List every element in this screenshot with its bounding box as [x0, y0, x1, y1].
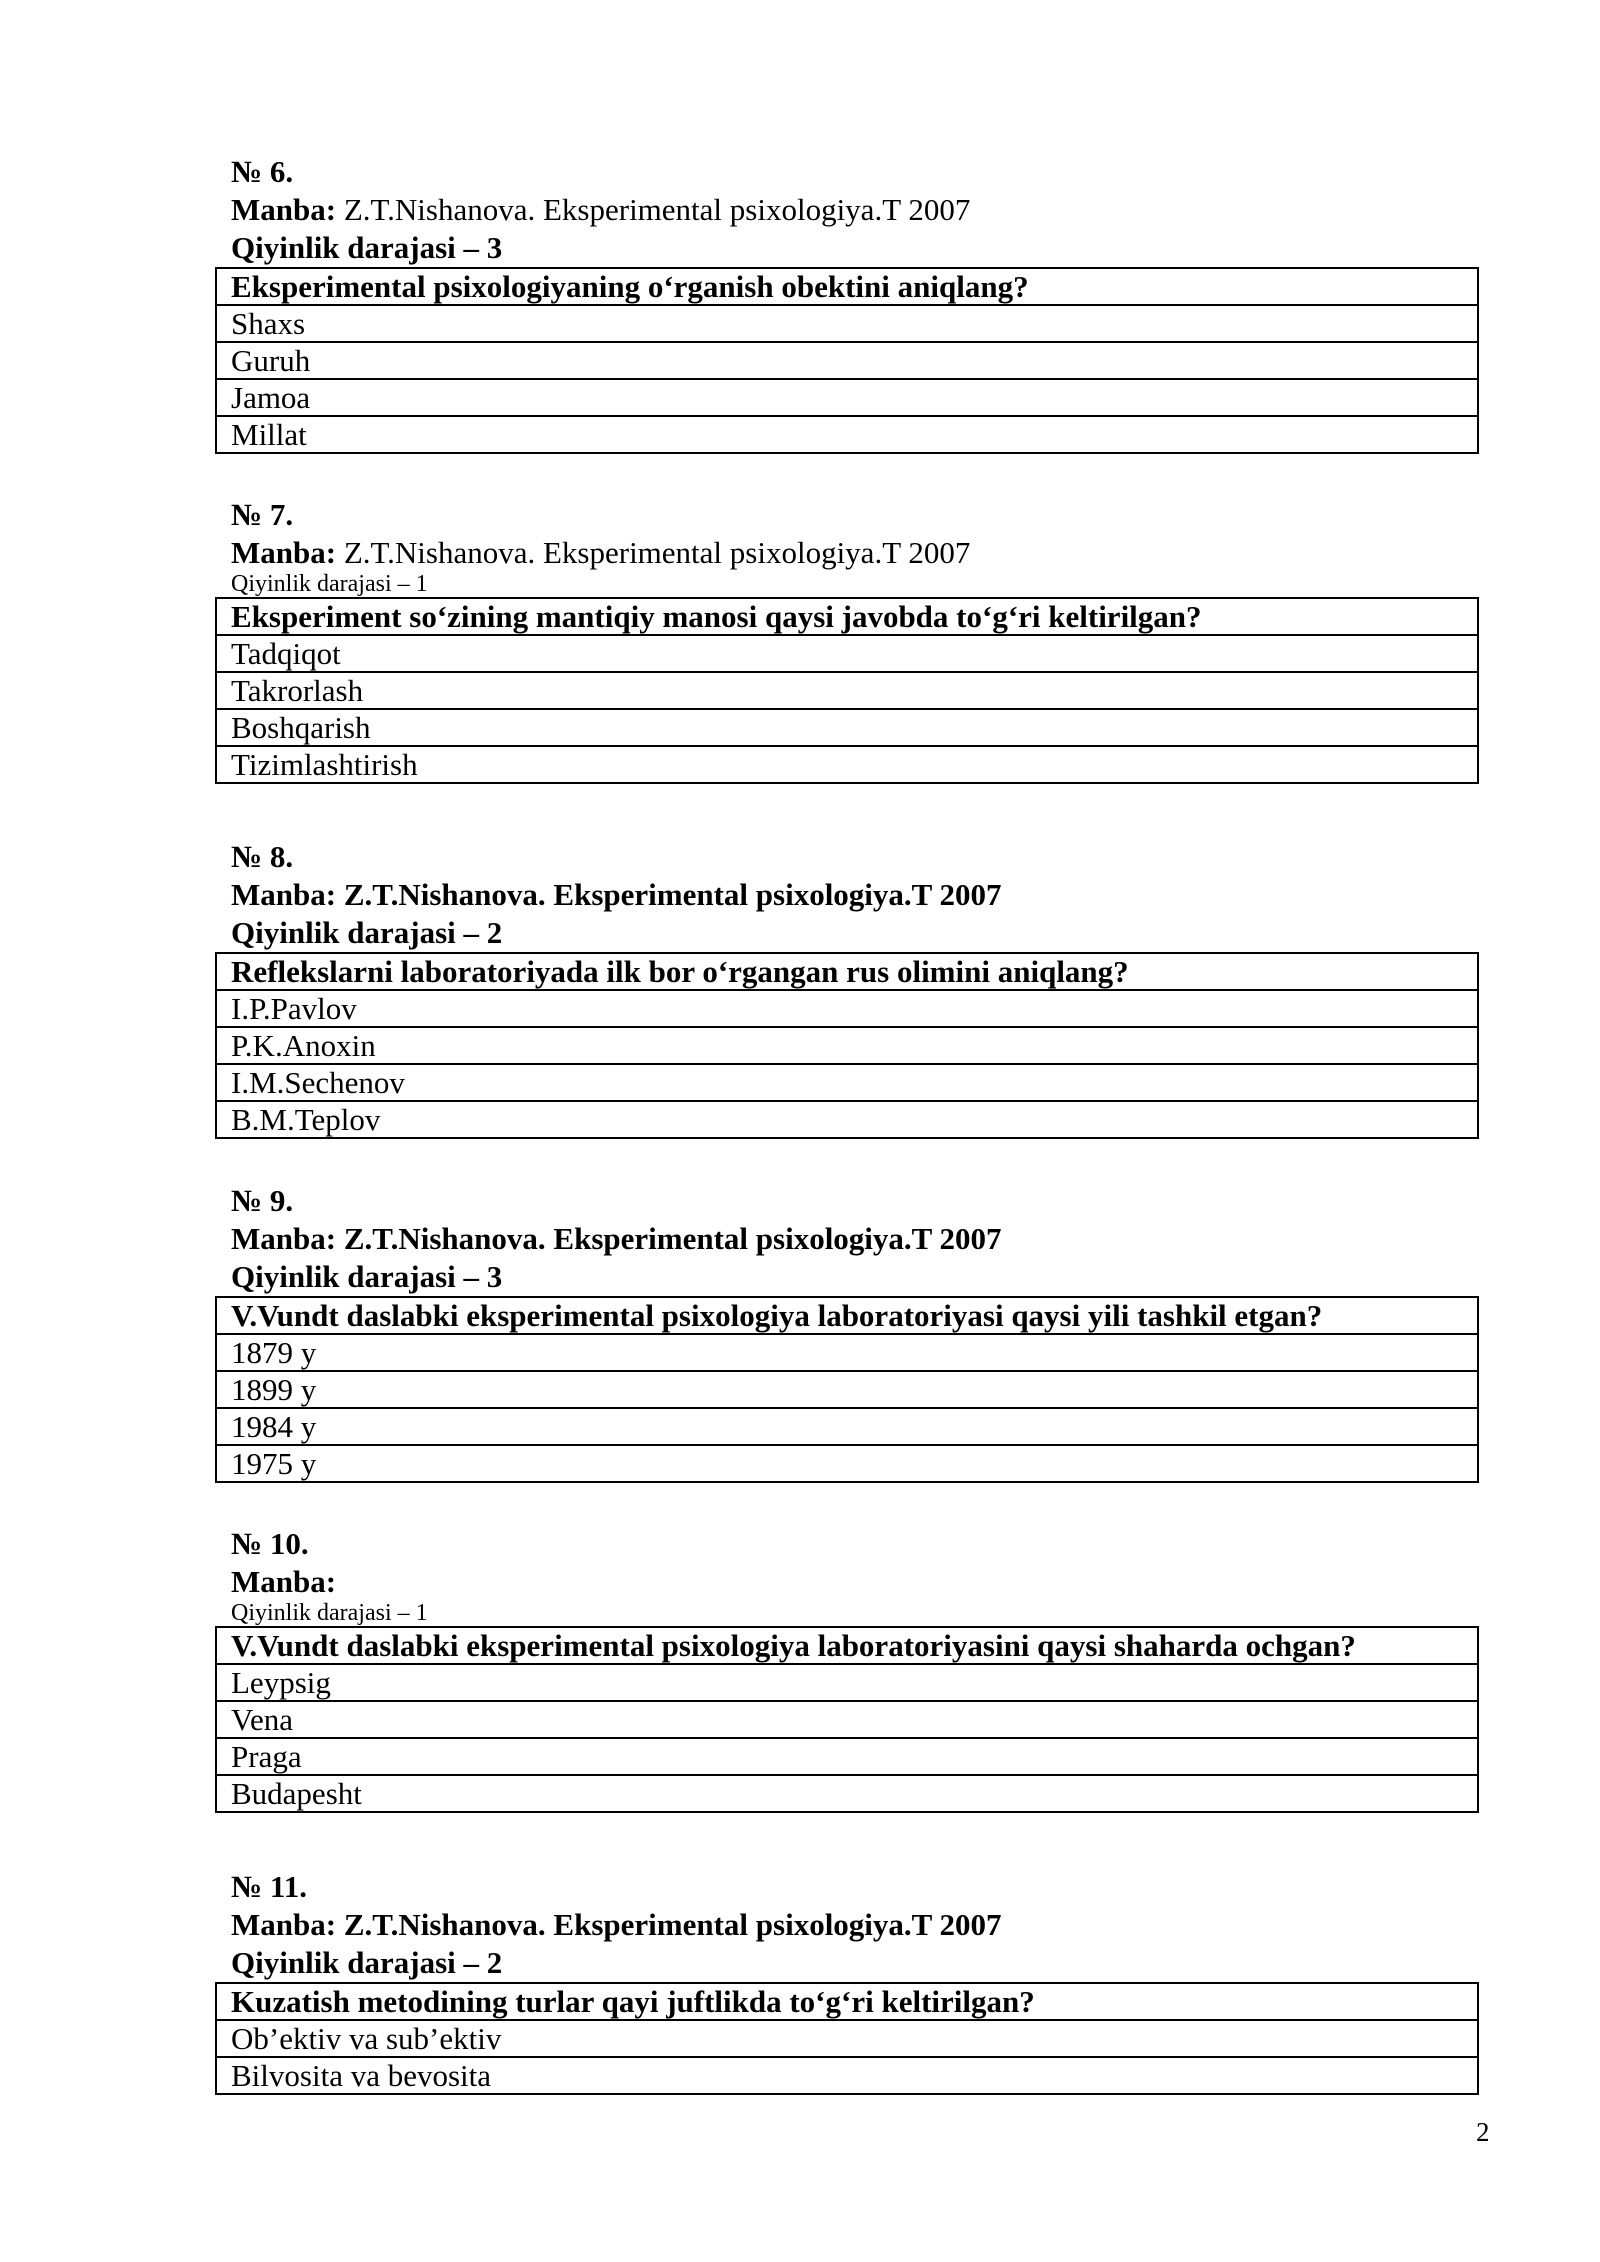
question-number: № 10.	[231, 1526, 309, 1561]
question-number: № 7.	[231, 497, 294, 532]
question-difficulty: Qiyinlik darajasi – 1	[231, 571, 428, 597]
question-text: V.Vundt daslabki eksperimental psixologiya laboratoriyasini qaysi shaharda ochgan?	[216, 1627, 1478, 1664]
question-text: V.Vundt daslabki eksperimental psixologiya laboratoriyasi qaysi yili tashkil etgan?	[216, 1297, 1478, 1334]
answer-option: 1879 y	[216, 1334, 1478, 1371]
question-table	[215, 597, 1479, 784]
question-table	[215, 267, 1479, 454]
answer-option: I.M.Sechenov	[216, 1064, 1478, 1101]
question-source: Manba: Z.T.Nishanova. Eksperimental psixologiya.T 2007	[231, 877, 1002, 912]
question-number: № 6.	[231, 154, 294, 189]
question-block-11	[215, 1868, 1479, 2095]
answer-option: Takrorlash	[216, 672, 1478, 709]
answer-option: P.K.Anoxin	[216, 1027, 1478, 1064]
question-table	[215, 1982, 1479, 2095]
answer-option: Boshqarish	[216, 709, 1478, 746]
question-block-6	[215, 153, 1479, 454]
question-table	[215, 1296, 1479, 1483]
answer-option: Guruh	[216, 342, 1478, 379]
question-difficulty: Qiyinlik darajasi – 1	[231, 1600, 428, 1626]
question-text: Eksperimental psixologiyaning o‘rganish obektini aniqlang?	[216, 268, 1478, 305]
question-block-8	[215, 838, 1479, 1139]
question-difficulty: Qiyinlik darajasi – 3	[231, 1259, 503, 1294]
answer-option: Praga	[216, 1738, 1478, 1775]
question-difficulty: Qiyinlik darajasi – 2	[231, 1945, 503, 1980]
answer-option: B.M.Teplov	[216, 1101, 1478, 1138]
answer-option: 1899 y	[216, 1371, 1478, 1408]
answer-option: 1984 y	[216, 1408, 1478, 1445]
answer-option: Tadqiqot	[216, 635, 1478, 672]
question-table	[215, 1626, 1479, 1813]
question-difficulty: Qiyinlik darajasi – 3	[231, 230, 503, 265]
answer-option: I.P.Pavlov	[216, 990, 1478, 1027]
question-source: Manba:	[231, 1564, 337, 1599]
answer-option: 1975 y	[216, 1445, 1478, 1482]
question-number: № 8.	[231, 839, 294, 874]
question-table	[215, 952, 1479, 1139]
answer-option: Ob’ektiv va sub’ektiv	[216, 2020, 1478, 2057]
question-text: Kuzatish metodining turlar qayi juftlikda to‘g‘ri keltirilgan?	[216, 1983, 1478, 2020]
page-number: 2	[1476, 2117, 1490, 2147]
question-block-10	[215, 1525, 1479, 1813]
question-source: Manba: Z.T.Nishanova. Eksperimental psixologiya.T 2007	[231, 192, 971, 227]
answer-option: Tizimlashtirish	[216, 746, 1478, 783]
question-block-7	[215, 496, 1479, 784]
answer-option: Millat	[216, 416, 1478, 453]
answer-option: Vena	[216, 1701, 1478, 1738]
question-block-9	[215, 1182, 1479, 1483]
question-source: Manba: Z.T.Nishanova. Eksperimental psixologiya.T 2007	[231, 1221, 1002, 1256]
question-difficulty: Qiyinlik darajasi – 2	[231, 915, 503, 950]
answer-option: Leypsig	[216, 1664, 1478, 1701]
question-source: Manba: Z.T.Nishanova. Eksperimental psixologiya.T 2007	[231, 1907, 1002, 1942]
question-text: Eksperiment so‘zining mantiqiy manosi qaysi javobda to‘g‘ri keltirilgan?	[216, 598, 1478, 635]
question-number: № 9.	[231, 1183, 294, 1218]
answer-option: Bilvosita va bevosita	[216, 2057, 1478, 2094]
answer-option: Shaxs	[216, 305, 1478, 342]
question-text: Reflekslarni laboratoriyada ilk bor o‘rgangan rus olimini aniqlang?	[216, 953, 1478, 990]
question-number: № 11.	[231, 1869, 307, 1904]
question-source: Manba: Z.T.Nishanova. Eksperimental psixologiya.T 2007	[231, 535, 971, 570]
answer-option: Jamoa	[216, 379, 1478, 416]
answer-option: Budapesht	[216, 1775, 1478, 1812]
